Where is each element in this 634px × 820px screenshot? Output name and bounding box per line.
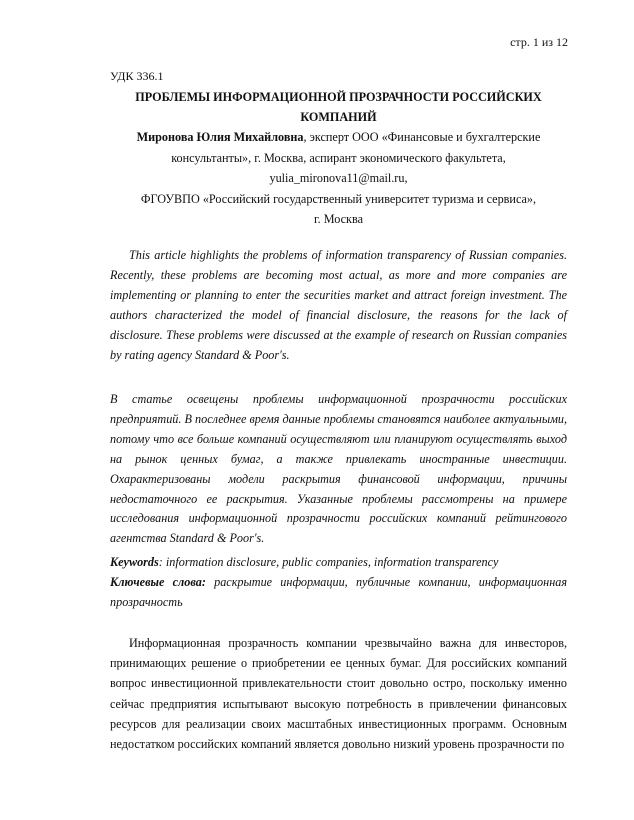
author-city: г. Москва bbox=[314, 212, 363, 226]
author-block bbox=[110, 127, 567, 230]
keywords-russian-label: Ключевые слова: bbox=[110, 575, 206, 589]
keywords-english-label: Keywords bbox=[110, 555, 159, 569]
page-number: стр. 1 из 12 bbox=[510, 35, 568, 49]
abstract-russian: В статье освещены проблемы информационной прозрачности российских предприятий. В последнее время данные проблемы становятся наиболее актуальными, потому что все больше компаний осуществляют или планируют осуществлять выход на рынок ценных бумаг, а также привлекать иностранные инвестиции. Охарактеризованы модели раскрытия финансовой информации, причины недостаточного ее раскрытия. Указанные проблемы рассмотрены на примере исследования информационной прозрачности российских компаний рейтингового агентства Standard & Poor's. bbox=[110, 392, 567, 546]
keywords-english-text: : information disclosure, public companies, information transparency bbox=[158, 555, 499, 569]
keywords-english bbox=[110, 552, 567, 572]
udk-code: УДК 336.1 bbox=[110, 69, 164, 83]
keywords-russian bbox=[110, 572, 567, 612]
abstract-english: This article highlights the problems of information transparency of Russian companies. Recently, these problems are becoming most actual, as more and more companies are implementing or planning to enter the securities market and attract foreign investment. The authors characterized the model of financial disclosure, the reasons for the lack of disclosure. These problems were discussed at the example of research on Russian companies by rating agency Standard & Poor's. bbox=[110, 248, 567, 362]
article-title: ПРОБЛЕМЫ ИНФОРМАЦИОННОЙ ПРОЗРАЧНОСТИ РОССИЙСКИХ КОМПАНИЙ bbox=[135, 90, 542, 124]
author-affiliation: , эксперт ООО «Финансовые и бухгалтерские консультанты», г. Москва, аспирант экономического факультета, bbox=[171, 130, 541, 165]
author-email: yulia_mironova11@mail.ru, bbox=[269, 171, 408, 185]
keywords-russian-text: раскрытие информации, публичные компании, информационная прозрачность bbox=[110, 575, 567, 609]
author-name: Миронова Юлия Михайловна bbox=[136, 130, 304, 144]
author-university: ФГОУВПО «Российский государственный университет туризма и сервиса», bbox=[140, 191, 537, 206]
body-paragraph: Информационная прозрачность компании чрезвычайно важна для инвесторов, принимающих решение о приобретении ее ценных бумаг. Для российских компаний вопрос инвестиционной привлекательности стоит довольно остро, поскольку именно сейчас предприятия испытывают высокую потребность в привлечении финансовых ресурсов для реализации своих масштабных инвестиционных программ. Основным недостатком российских компаний является довольно низкий уровень прозрачности по bbox=[110, 636, 567, 752]
